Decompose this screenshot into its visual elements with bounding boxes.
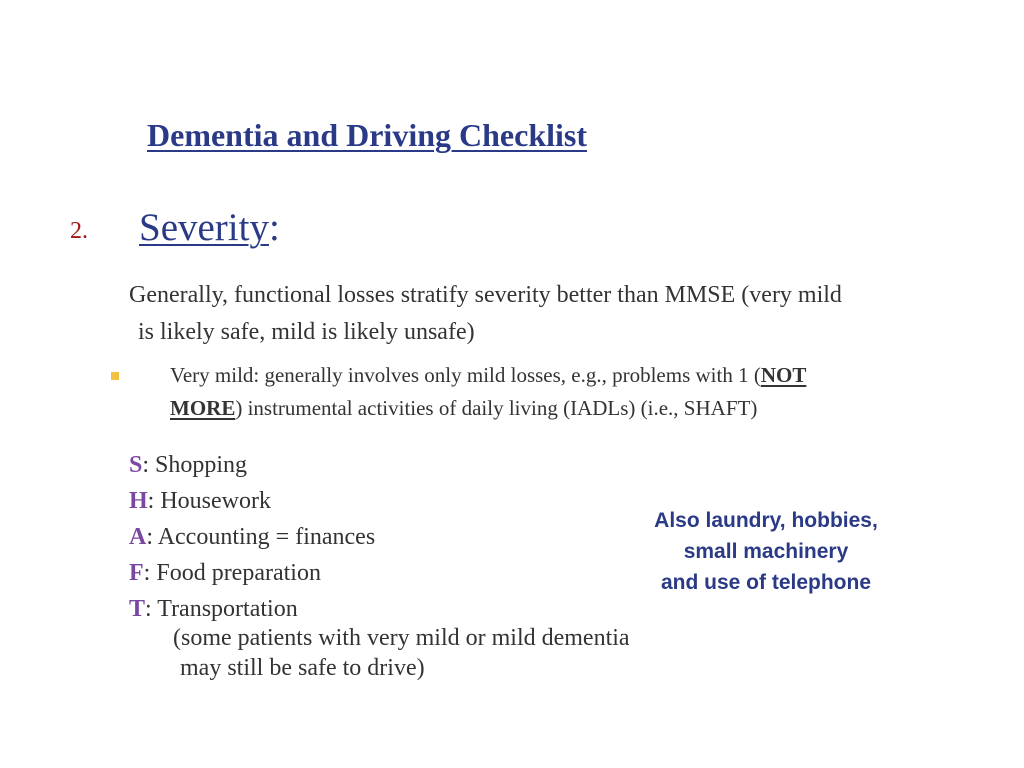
shaft-letter: A xyxy=(129,524,147,550)
shaft-letter: H xyxy=(129,488,148,514)
intro-line-1: Generally, functional losses stratify severity better than MMSE (very mild xyxy=(129,282,842,308)
shaft-text: : Housework xyxy=(147,488,271,514)
callout-box xyxy=(606,505,926,598)
shaft-item-accounting xyxy=(129,524,375,551)
bullet-emphasis-more: MORE xyxy=(170,396,236,420)
intro-line-2: is likely safe, mild is likely unsafe) xyxy=(138,319,475,345)
callout-line-2: small machinery xyxy=(683,540,849,563)
bullet-line-2 xyxy=(170,396,757,421)
note-line-2: may still be safe to drive) xyxy=(180,655,425,681)
bullet-emphasis-not: NOT xyxy=(760,363,807,387)
shaft-text: : Accounting = finances xyxy=(146,524,376,550)
shaft-text: : Shopping xyxy=(142,452,248,478)
item-heading-suffix: : xyxy=(268,206,280,249)
slide-title: Dementia and Driving Checklist xyxy=(147,117,587,153)
callout-line-1: Also laundry, hobbies, xyxy=(654,509,878,532)
square-bullet-icon xyxy=(111,372,119,380)
shaft-letter: S xyxy=(129,452,143,478)
bullet-text-start: Very mild: generally involves only mild losses, e.g., problems with 1 ( xyxy=(170,363,761,387)
shaft-item-transportation xyxy=(129,596,298,623)
shaft-item-food xyxy=(129,560,321,587)
bullet-text-end: ) instrumental activities of daily living (IADLs) (i.e., SHAFT) xyxy=(235,396,758,420)
callout-line-3: and use of telephone xyxy=(660,571,872,594)
bullet-line-1 xyxy=(170,363,806,388)
item-heading-text: Severity xyxy=(139,206,269,249)
shaft-item-shopping xyxy=(129,452,247,479)
note-line-1: (some patients with very mild or mild dementia xyxy=(173,625,630,651)
shaft-letter: T xyxy=(129,596,146,622)
shaft-letter: F xyxy=(129,560,144,586)
shaft-text: : Food preparation xyxy=(143,560,321,586)
item-heading xyxy=(139,205,280,250)
shaft-item-housework xyxy=(129,488,271,515)
shaft-text: : Transportation xyxy=(145,596,298,622)
item-number: 2. xyxy=(70,218,88,244)
